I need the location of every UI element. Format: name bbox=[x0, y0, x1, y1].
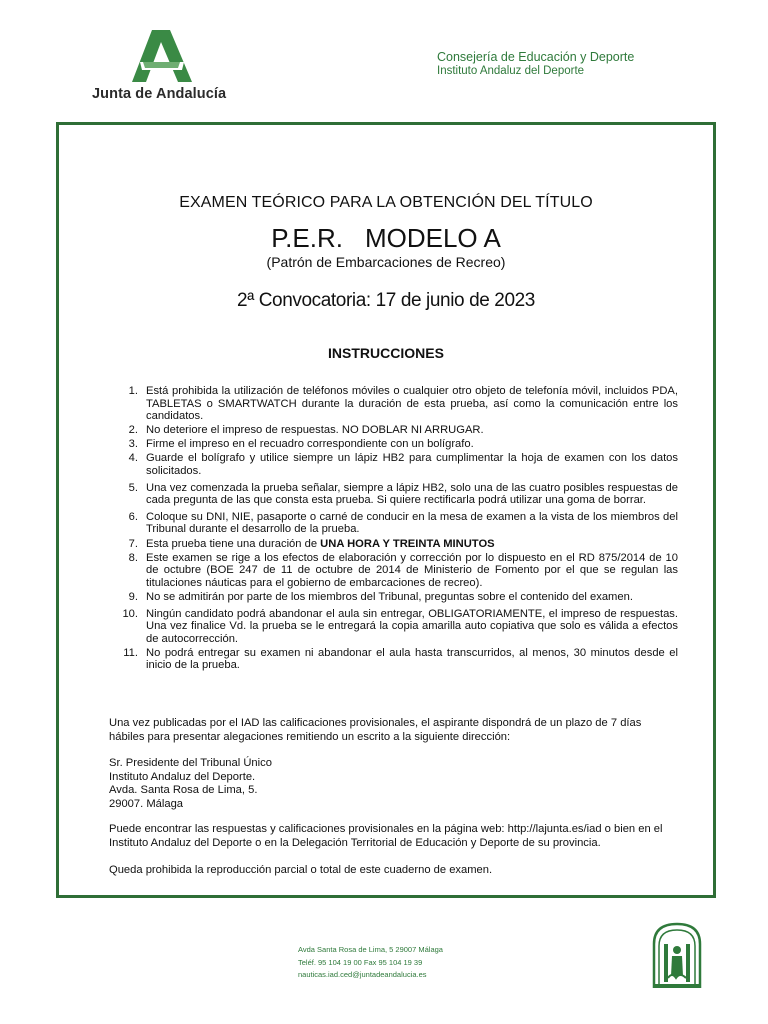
instructions-list bbox=[118, 385, 678, 673]
junta-logo bbox=[92, 28, 232, 106]
logo-text: Junta de Andalucía bbox=[92, 86, 227, 102]
list-item bbox=[118, 424, 678, 437]
footer-contact bbox=[298, 944, 443, 982]
item-number: 3 . bbox=[118, 438, 138, 451]
item-number: 6 . bbox=[118, 511, 138, 524]
list-item bbox=[118, 438, 678, 451]
prohibition-note: Queda prohibida la reproducción parcial o total de este cuaderno de examen. bbox=[109, 864, 493, 876]
address-line: Avda. Santa Rosa de Lima, 5. bbox=[109, 784, 258, 797]
address-line: Instituto Andaluz del Deporte. bbox=[109, 770, 256, 783]
item-text: Esta prueba tiene una duración de bbox=[146, 537, 321, 550]
exam-title: EXAMEN TEÓRICO PARA LA OBTENCIÓN DEL TÍTULO bbox=[179, 194, 593, 211]
consejeria-heading bbox=[437, 50, 634, 78]
item-text: Guarde el bolígrafo y utilice siempre un lápiz HB2 para cumplimentar la hoja de examen con los datos solicitados. bbox=[146, 452, 678, 478]
exam-acronym: P.E.R. bbox=[271, 223, 343, 253]
consejeria-line2: Instituto Andaluz del Deporte bbox=[437, 65, 585, 77]
item-text: Ningún candidato podrá abandonar el aula sin entregar, OBLIGATORIAMENTE, el impreso de respuestas. Una vez finalice Vd. la prueba se le entregará la copia amarilla auto copiativa que solo es válida a efectos de autocorrección. bbox=[146, 607, 678, 645]
exam-model bbox=[56, 223, 716, 254]
list-item bbox=[118, 452, 678, 477]
junta-a-logo-icon bbox=[130, 28, 194, 84]
item-text: Este examen se rige a los efectos de elaboración y corrección por lo dispuesto en el RD 875/2014 de 10 de octubre (BOE 247 de 11 de octubre de 2014 de Ministerio de Fomento por el que se regulan las titulaciones náuticas para el gobierno de embarcaciones de recreo). bbox=[146, 551, 678, 589]
list-item bbox=[118, 482, 678, 507]
footer-email: nauticas.iad.ced@juntadeandalucia.es bbox=[298, 970, 427, 979]
item-text: Está prohibida la utilización de teléfonos móviles o cualquier otro objeto de telefonía móvil, incluidos PDA, TABLETAS o SMARTWATCH durante la duración de esta prueba, así como la comunicación entre los candidatos. bbox=[146, 385, 678, 423]
list-item bbox=[118, 647, 678, 672]
item-number: 2 . bbox=[118, 424, 138, 437]
item-text: Firme el impreso en el recuadro correspondiente con un bolígrafo. bbox=[146, 438, 474, 451]
postal-address bbox=[109, 757, 677, 811]
item-number: 11 . bbox=[118, 647, 138, 660]
item-number: 8 . bbox=[118, 552, 138, 565]
list-item bbox=[118, 511, 678, 536]
exam-model-label: MODELO A bbox=[364, 223, 501, 253]
footer-address: Avda Santa Rosa de Lima, 5 29007 Málaga bbox=[298, 945, 443, 954]
consejeria-line1: Consejería de Educación y Deporte bbox=[437, 50, 635, 64]
list-item bbox=[118, 608, 678, 646]
convocatoria: 2ª Convocatoria: 17 de junio de 2023 bbox=[237, 290, 535, 311]
list-item bbox=[118, 538, 678, 551]
web-note: Puede encontrar las respuestas y calificaciones provisionales en la página web: http://lajunta.es/iad o bien en el Instituto Andaluz del Deporte o en la Delegación Territorial de Educación y Deporte de su provincia. bbox=[109, 823, 663, 849]
address-line: Sr. Presidente del Tribunal Único bbox=[109, 757, 272, 769]
item-number: 9 . bbox=[118, 591, 138, 604]
item-number: 5 . bbox=[118, 482, 138, 495]
item-bold-text: UNA HORA Y TREINTA MINUTOS bbox=[320, 537, 495, 550]
list-item bbox=[118, 552, 678, 590]
publication-note: Una vez publicadas por el IAD las calificaciones provisionales, el aspirante dispondrá de un plazo de 7 días hábiles para presentar alegaciones remitiendo un escrito a la siguiente dirección: bbox=[109, 717, 642, 743]
andalucia-seal-icon bbox=[650, 920, 704, 990]
instructions-heading: INSTRUCCIONES bbox=[328, 345, 444, 361]
item-text: No se admitirán por parte de los miembros del Tribunal, preguntas sobre el contenido del examen. bbox=[146, 590, 633, 603]
item-text: No podrá entregar su examen ni abandonar el aula hasta transcurridos, al menos, 30 minutos desde el inicio de la prueba. bbox=[146, 646, 678, 672]
item-number: 4 . bbox=[118, 452, 138, 465]
address-line: 29007. Málaga bbox=[109, 797, 184, 810]
item-text: Coloque su DNI, NIE, pasaporte o carné de conducir en la mesa de examen a la vista de los miembros del Tribunal durante el desarrollo de la prueba. bbox=[146, 510, 678, 536]
exam-subtitle: (Patrón de Embarcaciones de Recreo) bbox=[266, 254, 506, 270]
list-item bbox=[118, 591, 678, 604]
item-text: Una vez comenzada la prueba señalar, siempre a lápiz HB2, solo una de las cuatro posibles respuestas de cada pregunta de las que consta esta prueba. Si quiere rectificarla podrá utilizar una goma de borrar. bbox=[146, 481, 678, 507]
footer-phone: Teléf. 95 104 19 00 Fax 95 104 19 39 bbox=[298, 957, 423, 967]
item-number: 1 . bbox=[118, 385, 138, 398]
item-number: 10 . bbox=[118, 608, 138, 621]
list-item bbox=[118, 385, 678, 423]
item-number: 7 . bbox=[118, 538, 138, 551]
item-text: No deteriore el impreso de respuestas. NO DOBLAR NI ARRUGAR. bbox=[146, 424, 484, 437]
